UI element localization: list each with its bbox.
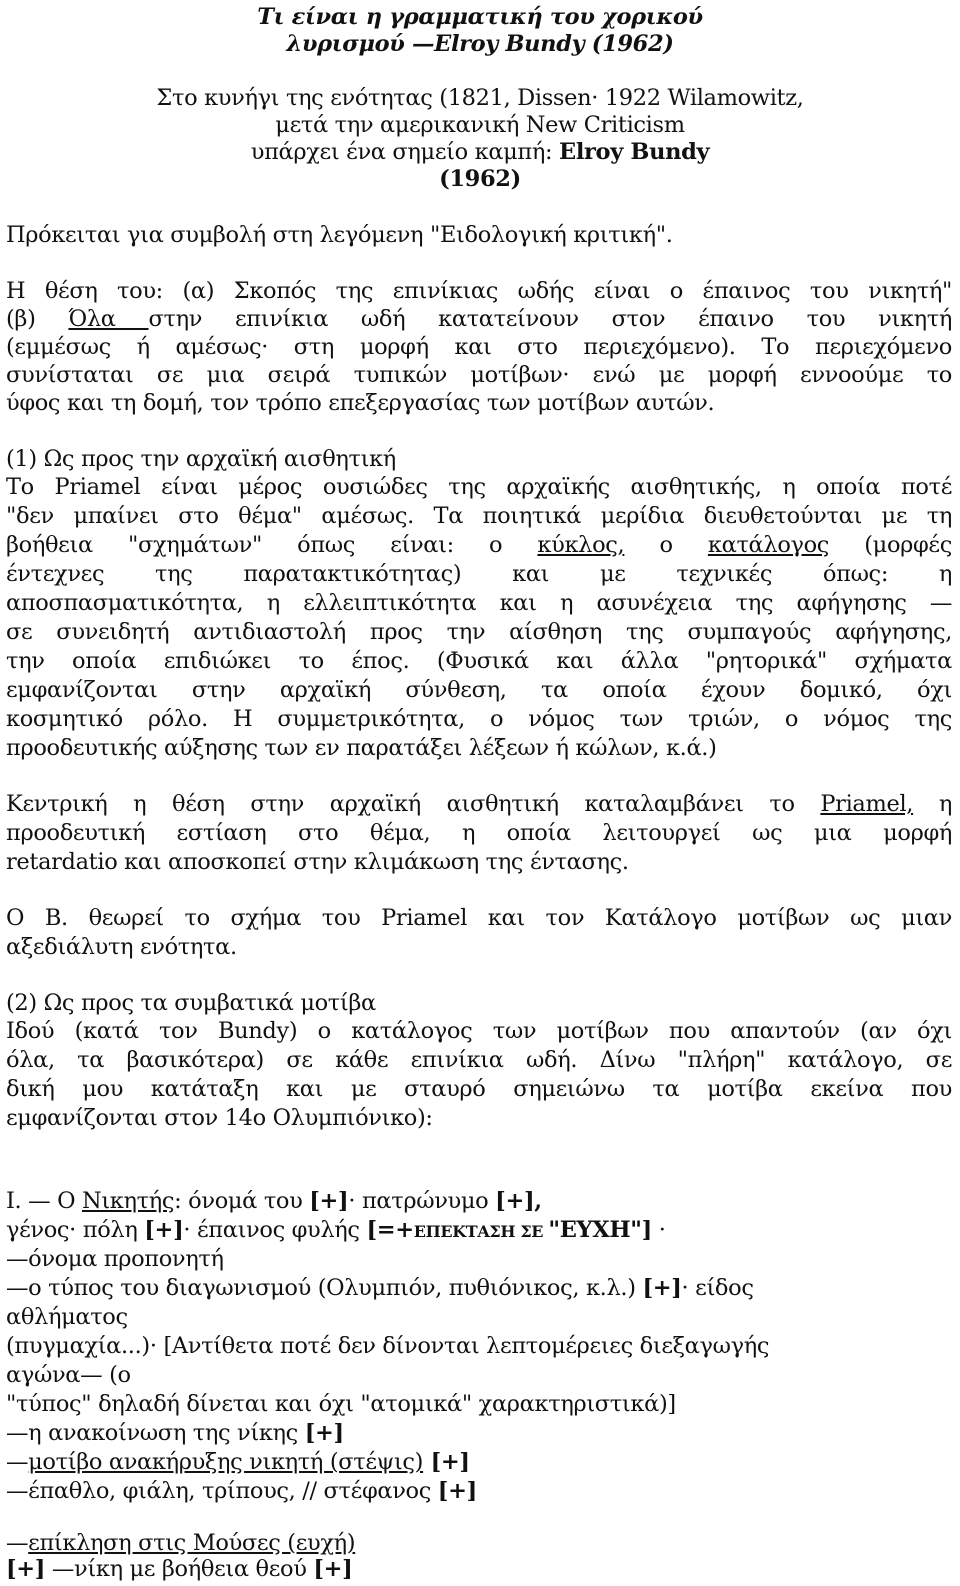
cross-mark: [+] <box>642 1275 682 1301</box>
list-item-4-a: —ο τύπος του διαγωνισμού (Ολυμπιόν, πυθιόνικος, κ.λ.) <box>6 1275 643 1301</box>
thesis-line-2 <box>6 306 952 333</box>
aesthetics-line-4: έντεχνες της παρατακτικότητας) και με τεχνικές όπως: η <box>6 561 952 587</box>
list-item-2-a: γένος· πόλη <box>6 1217 145 1243</box>
list-item-contest: αγώνα— (ο <box>6 1362 131 1388</box>
aesthetics-line-2: "δεν μπαίνει στο θέμα" αμέσως. Τα ποιητικά μερίδια διευθετούνται με τη <box>6 503 952 529</box>
list-item-trainer: —όνομα προπονητή <box>6 1246 224 1272</box>
aesthetics-line-3-b: ο <box>624 532 708 558</box>
intro-line-1: Στο κυνήγι της ενότητας (1821, Dissen· 1922 Wilamowitz, <box>156 85 804 111</box>
priamel-line-1-b: η <box>913 791 952 817</box>
thesis-line-3: (εμμέσως ή αμέσως· στη μορφή και στο περιεχόμενο). Το περιεχόμενο <box>6 334 952 360</box>
aesthetics-line-10: προοδευτικής αύξησης των εν παρατάξει λέξεων ή κώλων, κ.ά.) <box>6 735 717 761</box>
list-item-9-a: —η ανακοίνωση της νίκης <box>6 1420 305 1446</box>
list-item-13-a: —νίκη με βοήθεια θεού <box>45 1556 314 1582</box>
aesthetics-line-6: σε συνειδητή αντιδιαστολή προς την αίσθηση της συμπαγούς αφήγησης, <box>6 619 952 645</box>
aesthetics-line-3 <box>6 532 952 559</box>
list-item-divine-help <box>6 1556 952 1583</box>
wish-note: "ΕΥΧΗ"] <box>548 1217 652 1243</box>
cross-mark-extended: [=+ <box>366 1217 414 1243</box>
list-item-family <box>6 1217 952 1245</box>
thesis-line-4: συνίσταται σε μια σειρά τυπικών μοτίβων· ενώ με μορφή εννοούμε το <box>6 362 952 388</box>
motifs-heading: (2) Ως προς τα συμβατικά μοτίβα <box>6 990 376 1016</box>
list-item-victor <box>6 1188 952 1215</box>
motifs-line-4: εμφανίζονται στον 14ο Ολυμπιόνικο): <box>6 1105 433 1131</box>
muses-term: επίκληση στις Μούσες (ευχή) <box>28 1530 356 1556</box>
motifs-line-1: Ιδού (κατά τον Bundy) ο κατάλογος των μοτίβων που απαντούν (αν όχι <box>6 1018 952 1044</box>
thesis-line-2-b: στην επινίκια ωδή κατατείνουν στον έπαινο του νικητή <box>148 306 952 332</box>
thesis-line-2-a: (β) <box>6 306 69 332</box>
list-item-announcement <box>6 1420 952 1447</box>
list-item-2-c: · <box>651 1217 666 1243</box>
aesthetics-line-8: εμφανίζονται στην αρχαϊκή σύνθεση, τα οποία έχουν δομικό, όχι <box>6 677 952 703</box>
list-item-muses <box>6 1530 952 1557</box>
intro-line-4: (1962) <box>439 166 521 192</box>
elroy-bundy-name: Elroy Bundy <box>559 139 710 165</box>
list-item-12-a: — <box>6 1530 29 1556</box>
thesis-line-5: ύφος και τη δομή, τον τρόπο επεξεργασίας των μοτίβων αυτών. <box>6 390 715 416</box>
list-item-2-b: · έπαινος φυλής <box>183 1217 367 1243</box>
list-item-11-a: —έπαθλο, φιάλη, τρίπους, // στέφανος <box>6 1478 438 1504</box>
proclamation-term: μοτίβο ανακήρυξης νικητή (στέψις) <box>28 1449 424 1475</box>
priamel-line-2: προοδευτική εστίαση στο θέμα, η οποία λειτουργεί ως μια μορφή <box>6 820 952 846</box>
aesthetics-line-5: αποσπασματικότητα, η ελλειπτικότητα και η ασυνέχεια της αφήγησης — <box>6 590 952 616</box>
aesthetics-line-1: Το Priamel είναι μέρος ουσιώδες της αρχαϊκής αισθητικής, η οποία ποτέ <box>6 474 952 500</box>
aesthetics-heading: (1) Ως προς την αρχαϊκή αισθητική <box>6 446 396 472</box>
list-item-1-c: · πατρώνυμο <box>348 1188 496 1214</box>
list-item-1-a: I. — Ο <box>6 1188 82 1214</box>
cross-mark: [+] <box>309 1188 349 1214</box>
list-item-contest-type <box>6 1275 952 1302</box>
cross-mark: [+] <box>423 1449 470 1475</box>
aesthetics-line-7: την οποία επιδιώκει το έπος. (Φυσικά και άλλα "ρητορικά" σχήματα <box>6 648 952 674</box>
nikitis-term: Νικητής <box>82 1188 175 1214</box>
priamel-line-3: retardatio και αποσκοπεί στην κλιμάκωση της έντασης. <box>6 849 629 875</box>
katalogos-term: κατάλογος <box>707 532 830 558</box>
cross-mark: [+] <box>304 1420 344 1446</box>
list-item-type-note: "τύπος" δηλαδή δίνεται και όχι "ατομικά" χαρακτηριστικά)] <box>6 1391 676 1417</box>
aesthetics-line-3-c: (μορφές <box>829 532 952 558</box>
thesis-line-2-underlined: Όλα <box>68 306 149 332</box>
title-line-2: λυρισμού —Elroy Bundy (1962) <box>286 31 674 57</box>
thesis-line-1: Η θέση του: (α) Σκοπός της επινίκιας ωδής είναι ο έπαινος του νικητή" <box>6 278 952 304</box>
list-item-sport: αθλήματος <box>6 1304 128 1330</box>
list-item-10-a: — <box>6 1449 29 1475</box>
cross-mark: [+] <box>144 1217 184 1243</box>
motifs-line-2: όλα, τα βασικότερα) σε κάθε επινίκια ωδή. Δίνω "πλήρη" κατάλογο, σε <box>6 1047 952 1073</box>
aesthetics-line-9: κοσμητικό ρόλο. Η συμμετρικότητα, ο νόμος των τριών, ο νόμος της <box>6 706 952 732</box>
unity-line-1: Ο Β. θεωρεί το σχήμα του Priamel και τον Κατάλογο μοτίβων ως μιαν <box>6 905 952 931</box>
aesthetics-line-3-a: βοήθεια "σχημάτων" όπως είναι: ο <box>6 532 538 558</box>
genre-line: Πρόκειται για συμβολή στη λεγόμενη "Ειδολογική κριτική". <box>6 222 673 248</box>
priamel-line-1 <box>6 791 952 818</box>
list-item-boxing: (πυγμαχία...)· [Αντίθετα ποτέ δεν δίνονται λεπτομέρειες διεξαγωγής <box>6 1333 770 1359</box>
kyklos-term: κύκλος, <box>537 532 625 558</box>
motifs-line-3: δική μου κατάταξη και με σταυρό σημειώνω τα μοτίβα εκείνα που <box>6 1076 952 1102</box>
list-item-proclamation <box>6 1449 952 1476</box>
cross-mark: [+] <box>437 1478 477 1504</box>
priamel-line-1-a: Κεντρική η θέση στην αρχαϊκή αισθητική καταλαμβάνει το <box>6 791 821 817</box>
intro-line-3-text: υπάρχει ένα σημείο καμπή: <box>250 139 560 165</box>
priamel-term: Priamel, <box>820 791 914 817</box>
extension-note: ΕΠΕΚΤΑΣΗ ΣΕ <box>413 1222 549 1241</box>
title-line-1: Τι είναι η γραμματική του χορικού <box>257 4 703 30</box>
intro-line-2: μετά την αμερικανική New Criticism <box>275 112 685 138</box>
list-item-prize <box>6 1478 952 1505</box>
cross-mark: [+] <box>6 1556 46 1582</box>
list-item-1-b: : όνομά του <box>174 1188 310 1214</box>
unity-line-2: αξεδιάλυτη ενότητα. <box>6 934 237 960</box>
list-item-4-b: · είδος <box>681 1275 754 1301</box>
intro-line-3 <box>0 139 960 166</box>
cross-mark: [+], <box>495 1188 542 1214</box>
cross-mark: [+] <box>313 1556 353 1582</box>
